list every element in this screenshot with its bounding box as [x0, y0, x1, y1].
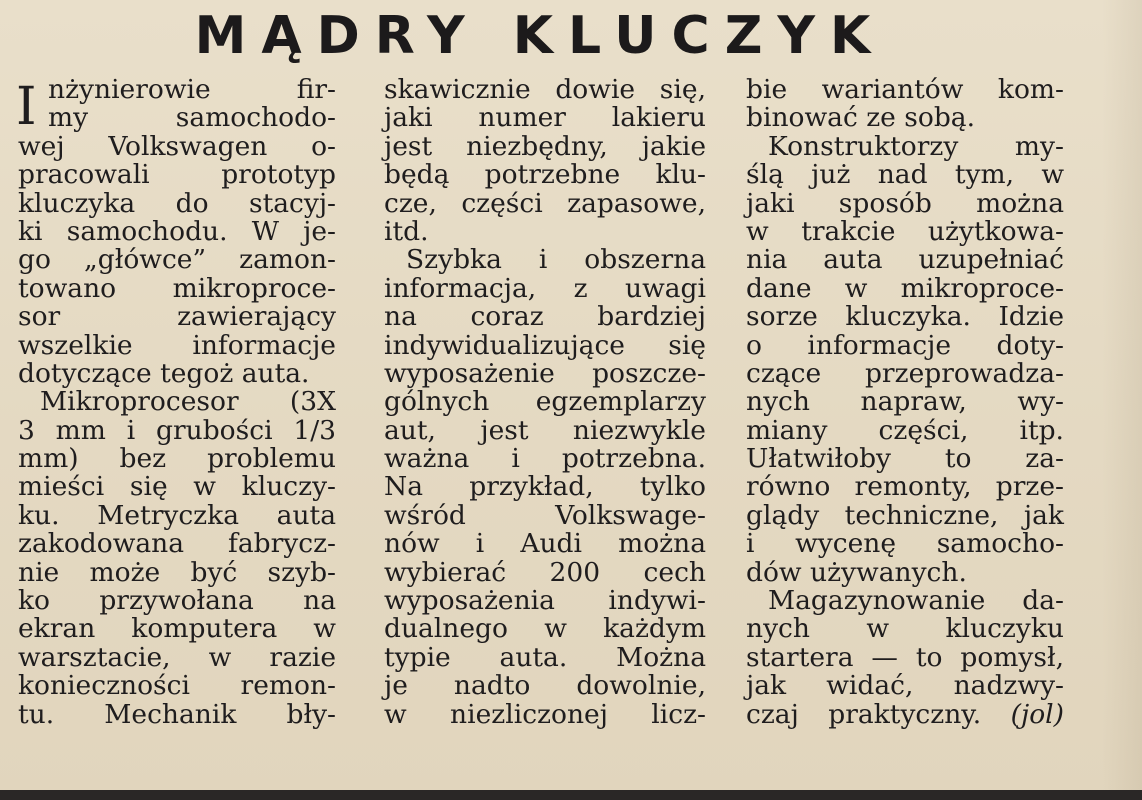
column-2-line-6: itd. [384, 215, 429, 247]
column-3-line-22: jak widać, nadzwy- [746, 670, 1064, 702]
article-column-1 [18, 76, 336, 729]
column-1-line-16: ku. Metryczka auta [18, 499, 336, 531]
column-3-line-14: Ułatwiłoby to za- [746, 443, 1064, 475]
bottom-rule [0, 790, 1142, 800]
column-2-line-2: jaki numer lakieru [384, 102, 706, 134]
column-1-line-8: towano mikroproce- [18, 272, 336, 304]
column-2-line-17: nów i Audi można [384, 528, 706, 560]
column-3-line-8: dane w mikroproce- [746, 272, 1064, 304]
column-1-line-11: dotyczące tegoż auta. [18, 357, 310, 389]
column-3-line-11: czące przeprowadza- [746, 357, 1064, 389]
column-3-line-16: glądy techniczne, jak [746, 499, 1064, 531]
column-2-line-14: ważna i potrzebna. [384, 443, 706, 475]
column-3-line-4: ślą już nad tym, w [746, 159, 1064, 191]
column-1-line-7: go „główce” zamon- [18, 244, 336, 276]
column-2-line-1: skawicznie dowie się, [384, 74, 706, 105]
column-3-line-17: i wycenę samocho- [746, 528, 1064, 560]
column-3-line-12: nych napraw, wy- [746, 386, 1064, 418]
column-1-line-23: tu. Mechanik bły- [18, 698, 336, 730]
author-signature: (jol) [1010, 698, 1064, 730]
column-3-line-18: dów używanych. [746, 556, 967, 588]
column-2-line-19: wyposażenia indywi- [384, 585, 706, 617]
article-column-3 [746, 76, 1064, 729]
column-3-line-3: Konstruktorzy my- [768, 130, 1064, 162]
column-3-line-7: nia auta uzupełniać [746, 244, 1064, 276]
column-1-line-9: sor zawierający [18, 301, 336, 333]
article-headline: MĄDRY KLUCZYK [194, 6, 886, 66]
column-1-line-5: kluczyka do stacyj- [18, 187, 336, 219]
column-1-line-21: warsztacie, w razie [18, 641, 336, 673]
article-column-2 [384, 76, 706, 729]
column-2-line-7: Szybka i obszerna [406, 244, 706, 276]
column-3-line-6: w trakcie użytkowa- [746, 215, 1064, 247]
column-1-line-22: konieczności remon- [18, 670, 336, 702]
column-2-line-12: gólnych egzemplarzy [384, 386, 706, 418]
column-3-line-15: równo remonty, prze- [746, 471, 1064, 503]
column-1-line-10: wszelkie informacje [18, 329, 336, 361]
column-2-line-9: na coraz bardziej [384, 301, 706, 333]
column-1-line-12: Mikroprocesor (3X [40, 386, 336, 418]
column-3-line-21: startera — to pomysł, [746, 641, 1064, 673]
drop-cap: I [16, 77, 37, 137]
column-2-line-20: dualnego w każdym [384, 613, 706, 645]
column-1-line-14: mm) bez problemu [18, 443, 336, 475]
column-3-line-20: nych w kluczyku [746, 613, 1064, 645]
column-1-line-1: I nżynierowie fir- [16, 74, 336, 137]
column-3-line-1: bie wariantów kom- [746, 74, 1064, 105]
column-2-line-3: jest niezbędny, jakie [384, 130, 706, 162]
column-3-line-10: o informacje doty- [746, 329, 1064, 361]
column-1-line-15: mieści się w kluczy- [18, 471, 336, 503]
column-1-line-6: ki samochodu. W je- [18, 215, 336, 247]
column-3-line-19: Magazynowanie da- [768, 585, 1064, 617]
column-2-line-15: Na przykład, tylko [384, 471, 706, 503]
column-2-line-10: indywidualizujące się [384, 329, 706, 361]
column-1-line-18: nie może być szyb- [18, 556, 336, 588]
column-2-line-5: cze, części zapasowe, [384, 187, 706, 219]
column-1-line-2: my samochodo- [48, 102, 336, 134]
column-3-line-13: miany części, itp. [746, 414, 1064, 446]
column-2-line-11: wyposażenie poszcze- [384, 357, 706, 389]
column-2-line-16: wśród Volkswage- [384, 499, 706, 531]
column-2-line-18: wybierać 200 cech [384, 556, 706, 588]
page-shadow [1102, 0, 1142, 800]
column-3-line-9: sorze kluczyka. Idzie [746, 301, 1064, 333]
column-3-line-5: jaki sposób można [746, 187, 1064, 219]
column-1-line-3: wej Volkswagen o- [18, 130, 336, 162]
column-2-line-8: informacja, z uwagi [384, 272, 706, 304]
column-1-line-13: 3 mm i grubości 1/3 [18, 414, 336, 446]
column-2-line-21: typie auta. Można [384, 641, 706, 673]
column-1-line-20: ekran komputera w [18, 613, 336, 645]
column-2-line-13: aut, jest niezwykle [384, 414, 706, 446]
column-3-line-23 [746, 698, 1064, 730]
column-2-line-22: je nadto dowolnie, [384, 670, 706, 702]
column-1-line-4: pracowali prototyp [18, 159, 336, 191]
column-1-line-19: ko przywołana na [18, 585, 336, 617]
column-2-line-23: w niezliczonej licz- [384, 698, 706, 730]
closing-sentence: czaj praktyczny. [746, 698, 982, 730]
column-2-line-4: będą potrzebne klu- [384, 159, 706, 191]
column-3-line-2: binować ze sobą. [746, 102, 976, 134]
column-1-line-17: zakodowana fabrycz- [18, 528, 336, 560]
